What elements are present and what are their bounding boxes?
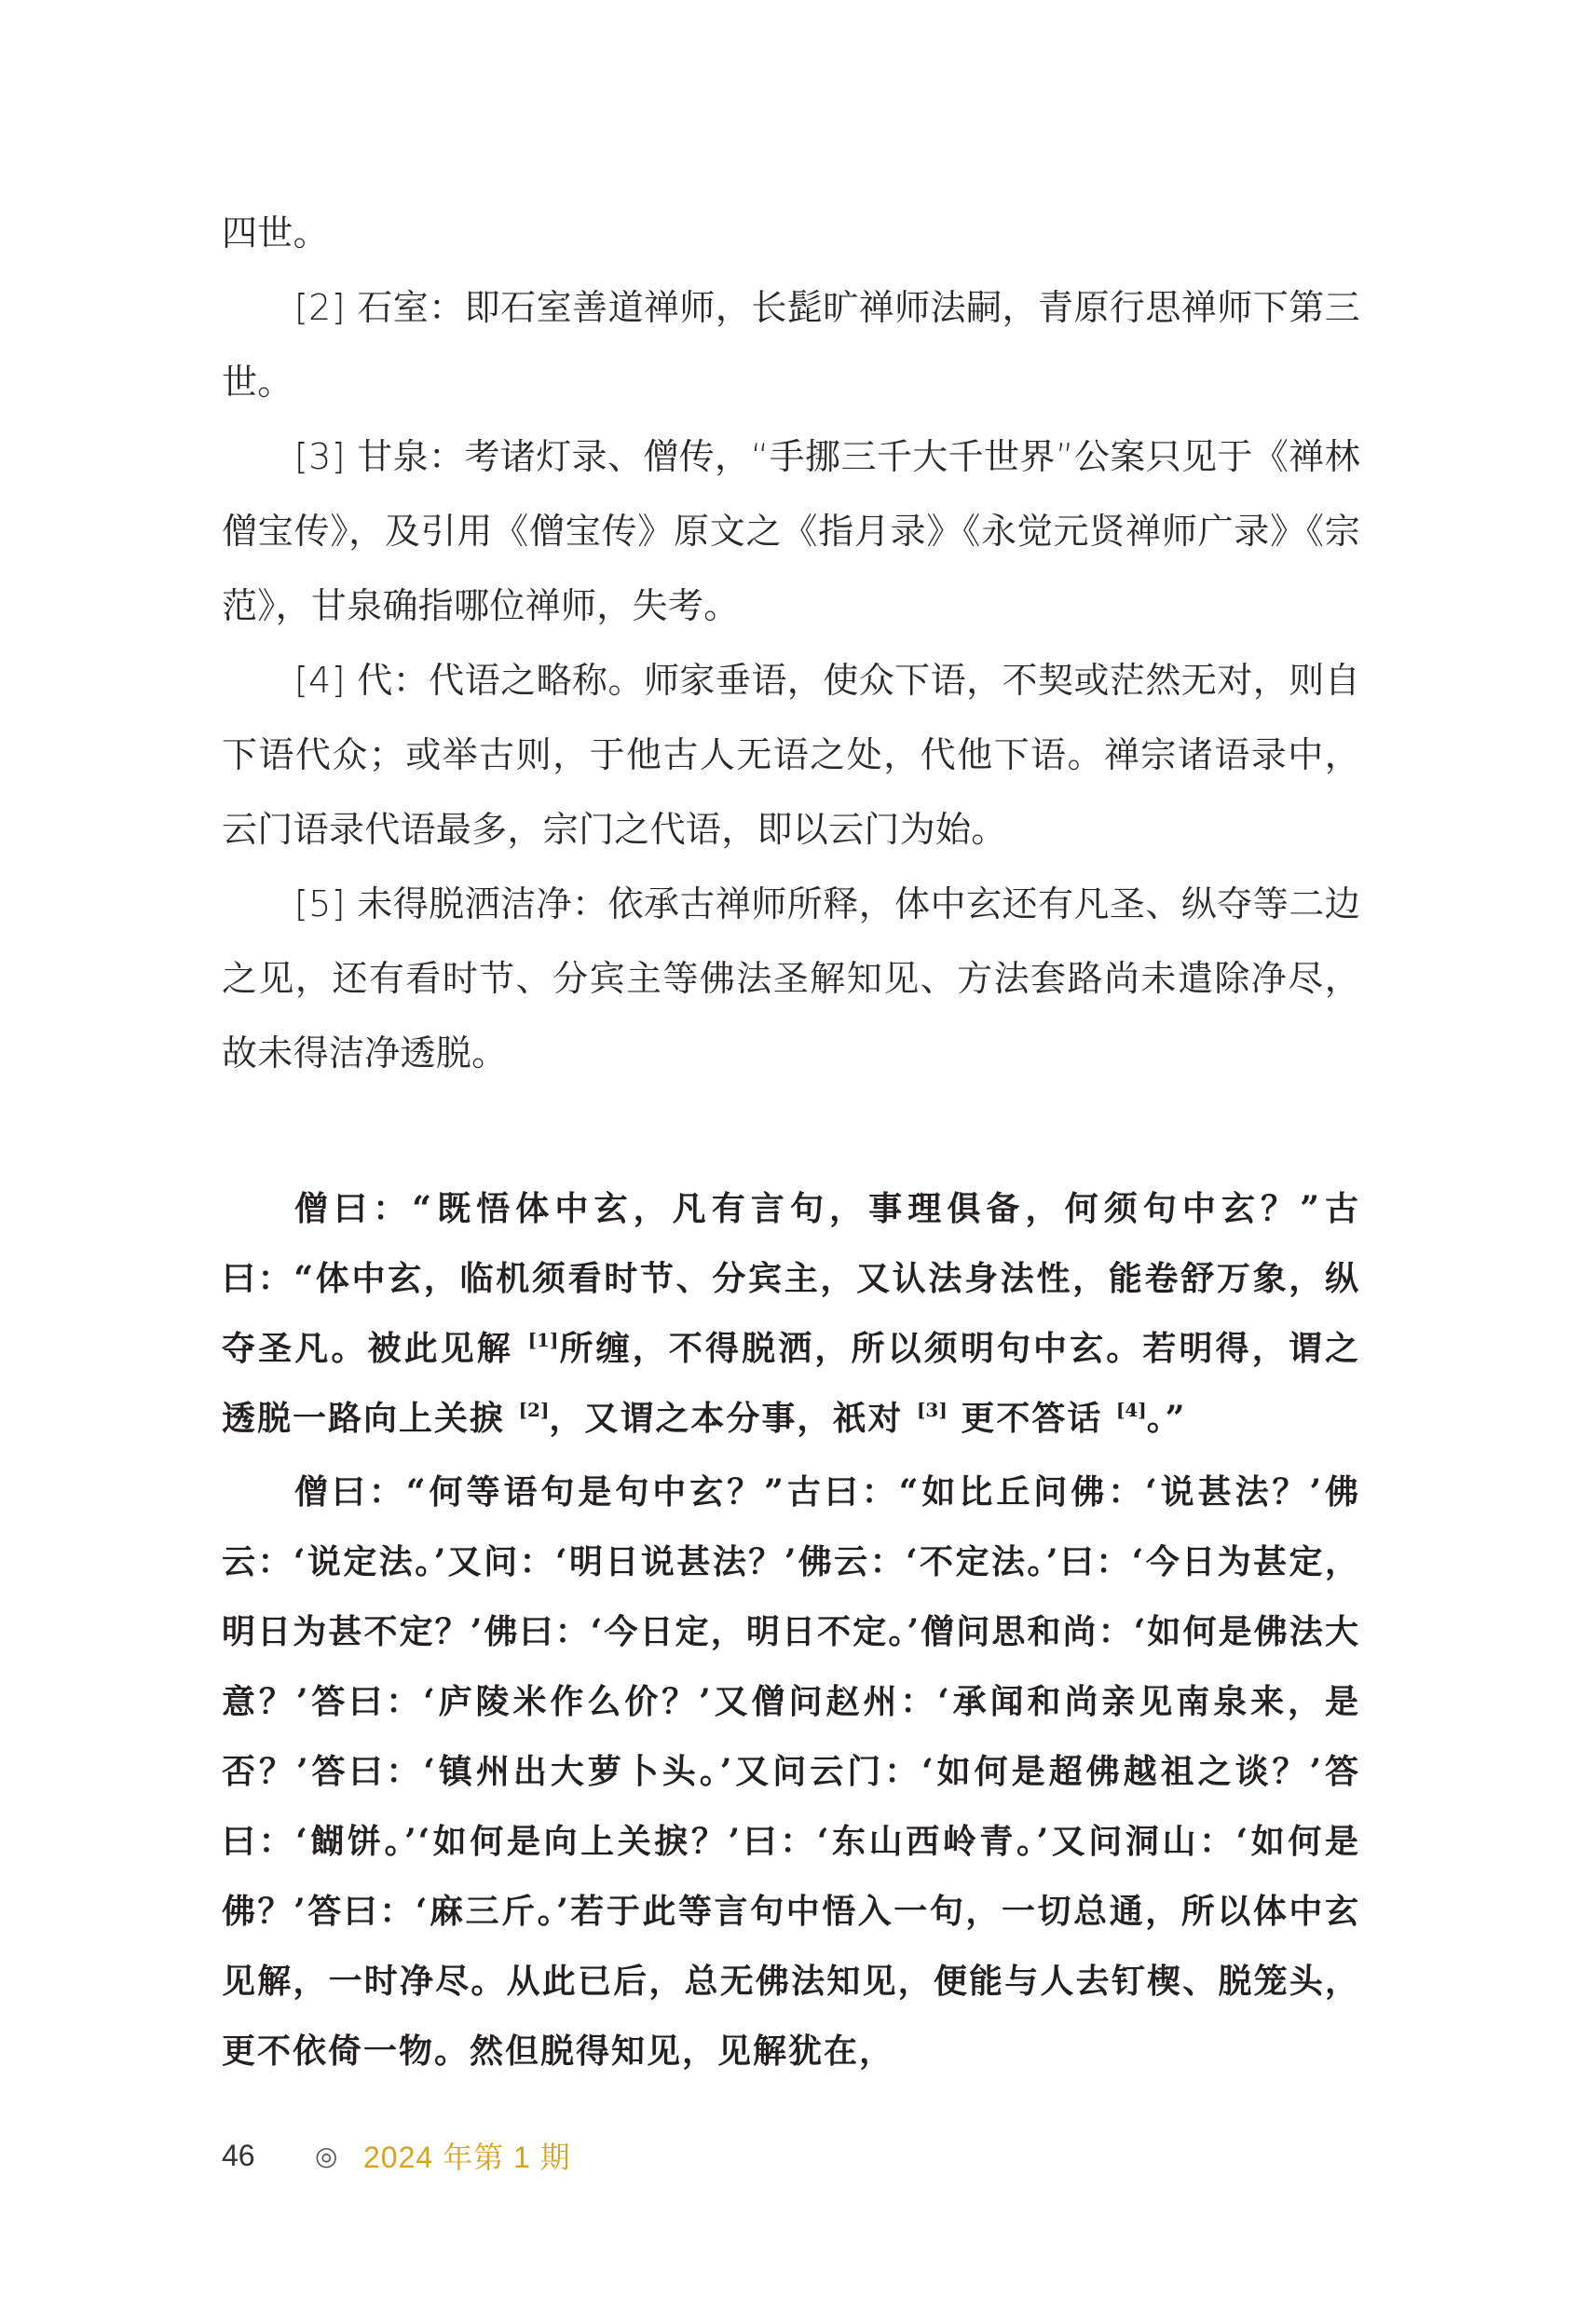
body-text: 僧曰：“既悟体中玄，凡有言句，事理俱备，何须句中玄？”古曰：“体中玄，临机须看时节、分宾主，又认法身法性，能卷舒万象，纵夺圣凡。被此见解	[222, 1189, 1360, 1368]
issue-label: 2024 年第 1 期	[363, 2141, 571, 2174]
body-paragraph-2: 僧曰：“何等语句是句中玄？”古曰：“如比丘问佛：‘说甚法？’佛云：‘说定法。’又问：‘明日说甚法？’佛云：‘不定法。’曰：‘今日为甚定，明日为甚不定？’佛曰：‘今日定，明日不定。’僧问思和尚：‘如何是佛法大意？’答曰：‘庐陵米作么价？’又僧问赵州：‘承闻和尚亲见南泉来，是否？’答曰：‘镇州出大萝卜头。’又问云门：‘如何是超佛越祖之谈？’答曰：‘餬饼。’‘如何是向上关捩？’曰：‘东山西岭青。’又问洞山：‘如何是佛？’答曰：‘麻三斤。’若于此等言句中悟入一句，一切总通，所以体中玄见解，一时净尽。从此已后，总无佛法知见，便能与人去钉楔、脱笼头，更不依倚一物。然但脱得知见，见解犹在，	[222, 1472, 1360, 2071]
footnote-4: [4] 代：代语之略称。师家垂语，使众下语，不契或茫然无对，则自下语代众；或举古则，于他古人无语之处，代他下语。禅宗诸语录中，云门语录代语最多，宗门之代语，即以云门为始。	[222, 660, 1360, 850]
section-gap	[222, 1090, 1360, 1174]
bullseye-icon: ◎	[315, 2141, 338, 2170]
page-content	[222, 196, 1360, 2086]
page-footer	[222, 2132, 571, 2179]
footnote-5: [5] 未得脱洒洁净：依承古禅师所释，体中玄还有凡圣、纵夺等二边之见，还有看时节、分宾主等佛法圣解知见、方法套路尚未遣除净尽，故未得洁净透脱。	[222, 883, 1360, 1074]
footnote-2: [2] 石室：即石室善道禅师，长髭旷禅师法嗣，青原行思禅师下第三世。	[222, 287, 1360, 403]
footnote-ref-4: [4]	[1115, 1399, 1147, 1421]
footnote-continuation: 四世。	[222, 212, 329, 253]
footnote-ref-3: [3]	[916, 1399, 948, 1421]
body-paragraph-1	[222, 1174, 1360, 1454]
body-text: 所缠，不得脱洒，所以须明句中玄。若明得，谓之透脱一路向上关捩	[222, 1329, 1360, 1438]
footnote-3: [3] 甘泉：考诸灯录、僧传，“手挪三千大千世界”公案只见于《禅林僧宝传》，及引用《僧宝传》原文之《指月录》《永觉元贤禅师广录》《宗范》，甘泉确指哪位禅师，失考。	[222, 436, 1360, 626]
body-text: ，又谓之本分事，祇对	[549, 1399, 904, 1438]
footnote-ref-2: [2]	[518, 1399, 550, 1421]
page-number: 46	[222, 2138, 255, 2172]
body-text: 。”	[1146, 1399, 1187, 1438]
footnote-ref-1: [1]	[527, 1329, 559, 1351]
body-text: 更不答话	[961, 1399, 1103, 1438]
